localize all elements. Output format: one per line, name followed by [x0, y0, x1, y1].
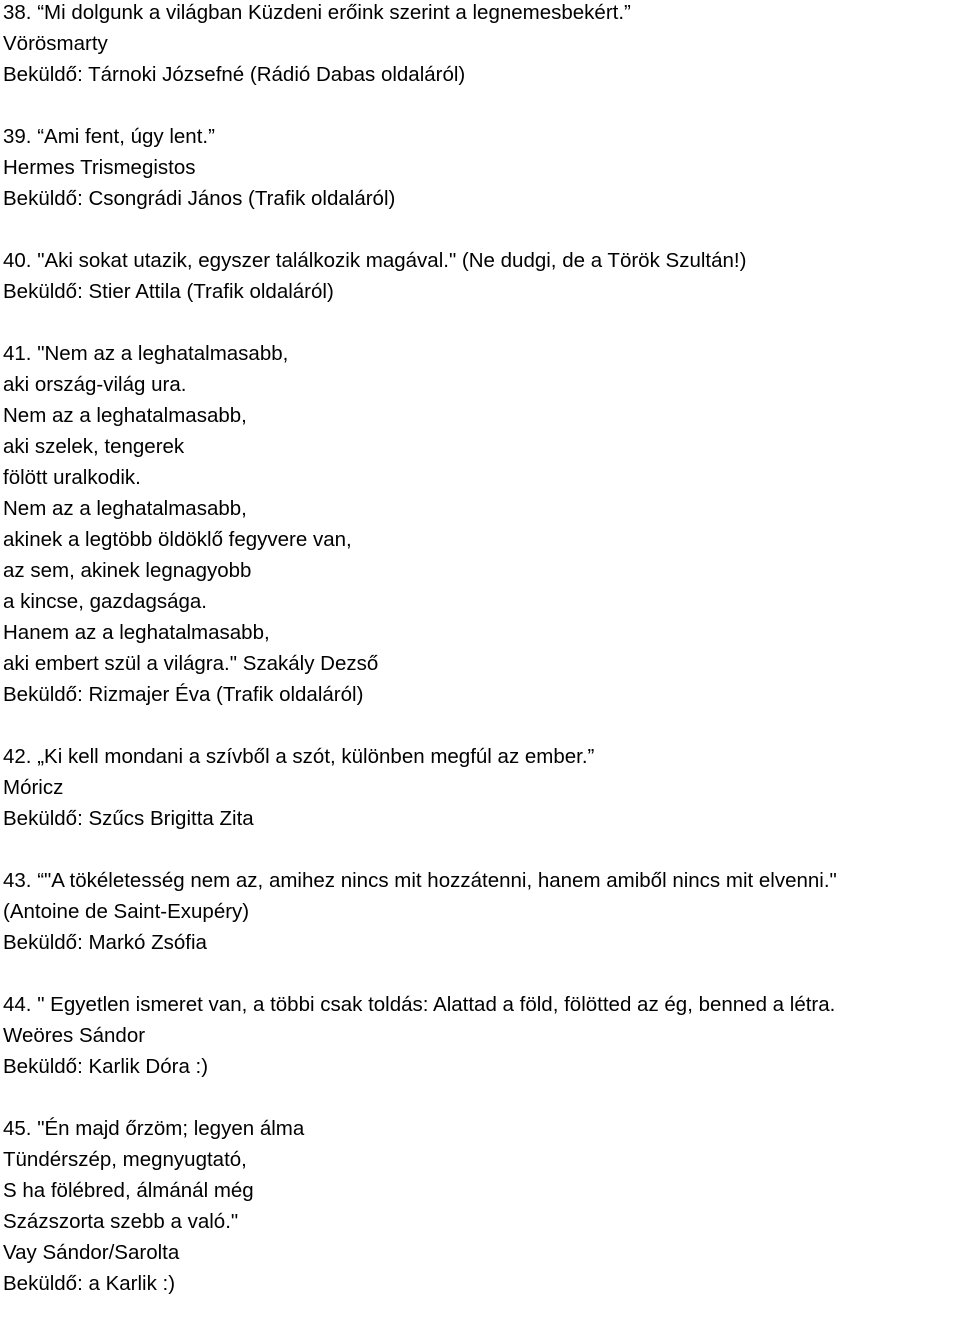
quote-entry-43	[3, 865, 958, 958]
quote-author: Vörösmarty	[3, 32, 108, 55]
quote-entry-40	[3, 245, 958, 307]
quote-entry-42	[3, 741, 958, 834]
quote-text-line: Nem az a leghatalmasabb,	[3, 404, 247, 427]
quote-text-line: a kincse, gazdagsága.	[3, 590, 207, 613]
quote-author: Hermes Trismegistos	[3, 156, 196, 179]
quote-text-line: akinek a legtöbb öldöklő fegyvere van,	[3, 528, 352, 551]
quote-entry-38	[3, 0, 958, 90]
quote-sender: Beküldő: Markó Zsófia	[3, 931, 207, 954]
quote-entry-44	[3, 989, 958, 1082]
quote-entry-45	[3, 1113, 958, 1299]
quote-text-line: aki szelek, tengerek	[3, 435, 185, 458]
quote-sender: Beküldő: Karlik Dóra :)	[3, 1055, 209, 1078]
quote-author: Vay Sándor/Sarolta	[3, 1241, 180, 1264]
quote-text: 40. "Aki sokat utazik, egyszer találkozik magával." (Ne dudgi, de a Török Szultán!)	[3, 249, 747, 272]
quote-text-line: aki ország-világ ura.	[3, 373, 187, 396]
quote-text-line: Tündérszép, megnyugtató,	[3, 1148, 247, 1171]
quote-text-line: Nem az a leghatalmasabb,	[3, 497, 247, 520]
quote-sender: Beküldő: a Karlik :)	[3, 1272, 176, 1295]
quote-text-line: Százszorta szebb a való."	[3, 1210, 239, 1233]
quote-text: 42. „Ki kell mondani a szívből a szót, különben megfúl az ember.”	[3, 745, 595, 768]
quote-text: 38. “Mi dolgunk a világban Küzdeni erőink szerint a legnemesbekért.”	[3, 1, 631, 24]
quote-text: 43. “"A tökéletesség nem az, amihez nincs mit hozzátenni, hanem amiből nincs mit elvenni."	[3, 869, 837, 892]
quote-text: 39. “Ami fent, úgy lent.”	[3, 125, 215, 148]
quote-entry-39	[3, 121, 958, 214]
quote-text-line: Hanem az a leghatalmasabb,	[3, 621, 270, 644]
quote-text-line: S ha fölébred, álmánál még	[3, 1179, 254, 1202]
quote-text-line: fölött uralkodik.	[3, 466, 141, 489]
quote-text-line: az sem, akinek legnagyobb	[3, 559, 252, 582]
quote-sender: Beküldő: Tárnoki Józsefné (Rádió Dabas oldaláról)	[3, 63, 466, 86]
quote-text-line: aki embert szül a világra." Szakály Dezső	[3, 652, 379, 675]
quote-list	[3, 0, 958, 1330]
quote-sender: Beküldő: Rizmajer Éva (Trafik oldaláról)	[3, 683, 364, 706]
quote-author: (Antoine de Saint-Exupéry)	[3, 900, 250, 923]
quote-text-line: 45. "Én majd őrzöm; legyen álma	[3, 1117, 305, 1140]
quote-entry-41	[3, 338, 958, 710]
quote-text: 44. " Egyetlen ismeret van, a többi csak toldás: Alattad a föld, fölötted az ég, benned a létra.	[3, 993, 836, 1016]
quote-sender: Beküldő: Szűcs Brigitta Zita	[3, 807, 254, 830]
quote-author: Móricz	[3, 776, 64, 799]
quote-author: Weöres Sándor	[3, 1024, 146, 1047]
quote-sender: Beküldő: Stier Attila (Trafik oldaláról)	[3, 280, 334, 303]
quote-text-line: 41. "Nem az a leghatalmasabb,	[3, 342, 289, 365]
quote-sender: Beküldő: Csongrádi János (Trafik oldaláról)	[3, 187, 396, 210]
